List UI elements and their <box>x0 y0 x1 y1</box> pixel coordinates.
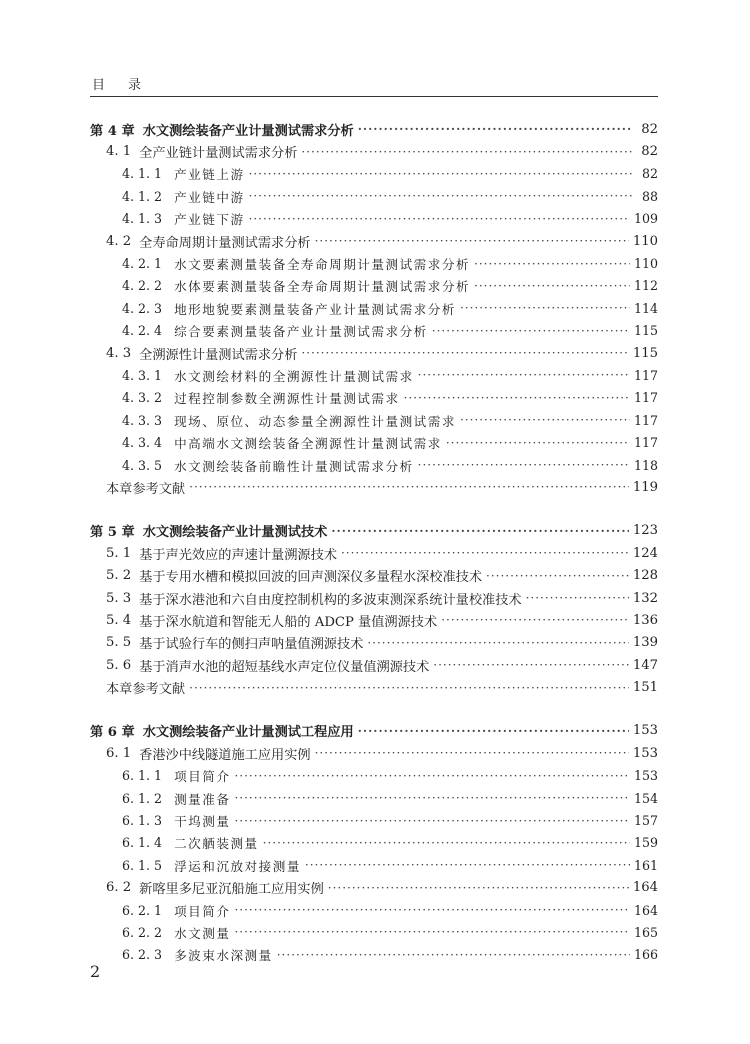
toc-subsection[interactable] <box>90 765 658 787</box>
toc-entry-page: 117 <box>633 390 658 406</box>
toc-section[interactable] <box>90 564 658 586</box>
toc-chapter[interactable] <box>90 520 658 542</box>
dot-leader <box>418 458 630 472</box>
toc-entry-number: 6. 2 <box>106 880 132 896</box>
toc-entry-page: 153 <box>632 723 658 739</box>
toc-subsection[interactable] <box>90 809 658 831</box>
dot-leader <box>486 569 629 583</box>
toc-entry-title: 水体要素测量装备全寿命周期计量测试需求分析 <box>174 279 471 295</box>
toc-entry-title: 中高端水文测绘装备全溯源性计量测试需求 <box>174 436 442 452</box>
toc-entry-title: 水文测绘装备产业计量测试技术 <box>142 525 328 541</box>
toc-section[interactable] <box>90 542 658 564</box>
dot-leader <box>301 145 632 159</box>
dot-leader <box>189 681 629 695</box>
toc-entry-page: 153 <box>632 745 658 761</box>
toc-entry-title: 现场、原位、动态参量全溯源性计量测试需求 <box>174 413 456 429</box>
dot-leader <box>460 301 630 315</box>
toc-entry-number: 4. 3. 5 <box>122 457 163 473</box>
toc-entry-title: 全寿命周期计量测试需求分析 <box>139 235 311 251</box>
toc-entry-page: 117 <box>633 412 658 428</box>
dot-leader <box>328 881 629 895</box>
dot-leader <box>277 948 630 962</box>
toc-entry-title: 过程控制参数全溯源性计量测试需求 <box>174 391 400 407</box>
toc-entry-number: 第 5 章 <box>90 525 135 541</box>
toc-entry-page: 82 <box>641 144 658 160</box>
toc-subsection[interactable] <box>90 252 658 274</box>
toc-entry-number: 5. 4 <box>106 612 132 628</box>
toc-entry-page: 166 <box>633 947 658 963</box>
toc-entry-number: 6. 2. 1 <box>122 902 163 918</box>
toc-entry-page: 110 <box>632 233 658 249</box>
toc-section[interactable] <box>90 342 658 364</box>
toc-section[interactable] <box>90 587 658 609</box>
toc-entry-title: 水文测量 <box>174 925 231 941</box>
toc-entry-number: 6. 1. 3 <box>122 813 163 829</box>
toc-subsection[interactable] <box>90 297 658 319</box>
header-right: 录 <box>128 78 142 93</box>
dot-leader <box>358 724 629 738</box>
toc-entry-page: 124 <box>632 545 658 561</box>
toc-references[interactable] <box>90 476 658 498</box>
toc-entry-page: 132 <box>632 590 658 606</box>
dot-leader <box>474 257 630 271</box>
toc-entry-page: 119 <box>632 479 658 495</box>
dot-leader <box>234 769 630 783</box>
toc-entry-title: 多波束水深测量 <box>174 948 273 964</box>
toc-entry-title: 项目简介 <box>174 903 231 919</box>
toc-entry-number: 4. 3. 1 <box>122 367 163 383</box>
toc-entry-number: 6. 2. 3 <box>122 947 163 963</box>
dot-leader <box>263 836 630 850</box>
toc-entry-number: 4. 2. 2 <box>122 278 163 294</box>
toc-subsection[interactable] <box>90 454 658 476</box>
toc-entry-page: 128 <box>632 568 658 584</box>
dot-leader <box>249 167 632 181</box>
toc-entry-page: 147 <box>632 657 658 673</box>
toc-entry-page: 117 <box>633 435 658 451</box>
toc-section[interactable] <box>90 140 658 162</box>
toc-entry-number: 5. 3 <box>106 590 132 606</box>
toc-section[interactable] <box>90 742 658 764</box>
toc-entry-title: 基于消声水池的超短基线水声定位仪量值溯源技术 <box>139 659 430 675</box>
toc-entry-number: 4. 3. 2 <box>122 390 163 406</box>
toc-entry-number: 4. 1. 2 <box>122 188 163 204</box>
toc-chapter[interactable] <box>90 118 658 140</box>
toc-entry-title: 项目简介 <box>174 769 231 785</box>
dot-leader <box>189 480 629 494</box>
toc-subsection[interactable] <box>90 899 658 921</box>
toc-entry-number: 4. 2. 3 <box>122 300 163 316</box>
toc-section[interactable] <box>90 654 658 676</box>
dot-leader <box>249 189 632 203</box>
dot-leader <box>234 925 630 939</box>
toc-subsection[interactable] <box>90 787 658 809</box>
dot-leader <box>234 903 630 917</box>
toc-entry-number: 6. 2. 2 <box>122 924 163 940</box>
dot-leader <box>526 591 629 605</box>
toc-entry-number: 6. 1. 2 <box>122 790 163 806</box>
toc-entry-page: 109 <box>633 211 658 227</box>
toc-entry-page: 115 <box>633 323 658 339</box>
dot-leader <box>446 436 630 450</box>
toc-subsection[interactable] <box>90 364 658 386</box>
toc-subsection[interactable] <box>90 944 658 966</box>
toc-entry-title: 产业链下游 <box>174 212 245 228</box>
toc-references[interactable] <box>90 676 658 698</box>
toc-entry-title: 产业链上游 <box>174 167 245 183</box>
dot-leader <box>433 658 629 672</box>
toc-subsection[interactable] <box>90 320 658 342</box>
toc-entry-number: 4. 1. 3 <box>122 211 163 227</box>
toc-entry-page: 88 <box>641 188 658 204</box>
toc-entry-title: 二次舾装测量 <box>174 836 259 852</box>
dot-leader <box>331 524 628 538</box>
toc-entry-page: 117 <box>633 367 658 383</box>
toc-subsection[interactable] <box>90 275 658 297</box>
dot-leader <box>305 858 630 872</box>
toc-entry-title: 地形地貌要素测量装备产业计量测试需求分析 <box>174 301 456 317</box>
toc-entry-number: 4. 2 <box>106 233 132 249</box>
toc-chapter[interactable] <box>90 720 658 742</box>
toc-entry-number: 6. 1. 4 <box>122 835 163 851</box>
toc-entry-page: 157 <box>633 813 658 829</box>
toc-entry-number: 5. 1 <box>106 545 132 561</box>
toc-subsection[interactable] <box>90 921 658 943</box>
dot-leader <box>460 413 630 427</box>
toc-entry-number: 5. 6 <box>106 657 132 673</box>
toc-subsection[interactable] <box>90 208 658 230</box>
toc-entry-title: 香港沙中线隧道施工应用实例 <box>139 747 311 763</box>
toc-entry-title: 水文测绘装备产业计量测试需求分析 <box>142 123 354 139</box>
toc-entry-title: 基于声光效应的声速计量溯源技术 <box>139 547 337 563</box>
dot-leader <box>315 746 629 760</box>
toc-entry-number: 5. 2 <box>106 568 132 584</box>
toc-entry-title: 产业链中游 <box>174 189 245 205</box>
chapter-gap <box>90 499 658 520</box>
toc-entry-number: 6. 1. 1 <box>122 768 163 784</box>
toc-entry-number: 4. 1 <box>106 144 132 160</box>
dot-leader <box>432 324 630 338</box>
toc-entry-page: 159 <box>633 835 658 851</box>
toc-entry-page: 161 <box>633 857 658 873</box>
toc-entry-title: 全溯源性计量测试需求分析 <box>139 347 298 363</box>
table-of-contents <box>90 118 658 966</box>
toc-entry-page: 118 <box>633 457 658 473</box>
toc-entry-number: 4. 1. 1 <box>122 166 163 182</box>
dot-leader <box>474 279 630 293</box>
header-rule <box>90 96 658 97</box>
dot-leader <box>341 546 629 560</box>
toc-entry-page: 164 <box>633 902 658 918</box>
toc-entry-page: 139 <box>632 635 658 651</box>
dot-leader <box>358 122 632 136</box>
toc-entry-number: 6. 1. 5 <box>122 857 163 873</box>
toc-section[interactable] <box>90 230 658 252</box>
chapter-gap <box>90 699 658 720</box>
toc-subsection[interactable] <box>90 431 658 453</box>
toc-entry-title: 测量准备 <box>174 791 231 807</box>
toc-entry-number: 第 4 章 <box>90 123 135 139</box>
toc-entry-number: 4. 3 <box>106 345 132 361</box>
toc-section[interactable] <box>90 877 658 899</box>
toc-entry-title: 新喀里多尼亚沉船施工应用实例 <box>139 882 324 898</box>
toc-entry-title: 基于专用水槽和模拟回波的回声测深仪多量程水深校准技术 <box>139 570 483 586</box>
toc-entry-number: 第 6 章 <box>90 725 135 741</box>
toc-entry-title: 水文测绘装备前瞻性计量测试需求分析 <box>174 458 414 474</box>
toc-subsection[interactable] <box>90 185 658 207</box>
toc-entry-number: 4. 3. 3 <box>122 412 163 428</box>
toc-entry-title: 浮运和沉放对接测量 <box>174 858 301 874</box>
toc-entry-page: 112 <box>633 278 658 294</box>
toc-entry-title: 基于深水航道和智能无人船的 ADCP 量值溯源技术 <box>139 614 438 630</box>
toc-entry-page: 153 <box>633 768 658 784</box>
toc-entry-page: 154 <box>633 790 658 806</box>
dot-leader <box>315 234 629 248</box>
header-left: 目 <box>92 78 106 93</box>
toc-entry-title: 水文测绘材料的全溯源性计量测试需求 <box>174 368 414 384</box>
toc-subsection[interactable] <box>90 854 658 876</box>
dot-leader <box>404 391 630 405</box>
toc-entry-page: 82 <box>641 121 658 137</box>
toc-entry-page: 151 <box>632 680 658 696</box>
dot-leader <box>367 636 628 650</box>
dot-leader <box>234 814 630 828</box>
toc-entry-page: 136 <box>632 612 658 628</box>
toc-entry-title: 基于试验行车的侧扫声呐量值溯源技术 <box>139 637 364 653</box>
toc-entry-number: 5. 5 <box>106 635 132 651</box>
toc-section[interactable] <box>90 609 658 631</box>
toc-entry-page: 123 <box>632 523 658 539</box>
toc-entry-title: 本章参考文献 <box>106 481 186 497</box>
toc-entry-title: 水文要素测量装备全寿命周期计量测试需求分析 <box>174 257 471 273</box>
toc-entry-title: 综合要素测量装备产业计量测试需求分析 <box>174 324 428 340</box>
toc-section[interactable] <box>90 632 658 654</box>
toc-entry-page: 82 <box>641 166 658 182</box>
toc-entry-number: 6. 1 <box>106 745 132 761</box>
page-number: 2 <box>90 962 101 981</box>
toc-entry-title: 本章参考文献 <box>106 682 186 698</box>
toc-subsection[interactable] <box>90 409 658 431</box>
toc-entry-title: 水文测绘装备产业计量测试工程应用 <box>142 725 354 741</box>
dot-leader <box>418 368 630 382</box>
toc-entry-number: 4. 3. 4 <box>122 435 163 451</box>
dot-leader <box>441 613 629 627</box>
toc-entry-page: 110 <box>633 256 658 272</box>
toc-subsection[interactable] <box>90 387 658 409</box>
toc-subsection[interactable] <box>90 832 658 854</box>
dot-leader <box>301 346 628 360</box>
toc-entry-page: 115 <box>632 345 658 361</box>
toc-entry-title: 全产业链计量测试需求分析 <box>139 146 298 162</box>
toc-entry-page: 114 <box>633 300 658 316</box>
toc-entry-number: 4. 2. 4 <box>122 323 163 339</box>
toc-subsection[interactable] <box>90 163 658 185</box>
toc-entry-page: 164 <box>632 880 658 896</box>
toc-entry-page: 165 <box>633 924 658 940</box>
toc-entry-title: 基于深水港池和六自由度控制机构的多波束测深系统计量校准技术 <box>139 592 522 608</box>
dot-leader <box>234 791 630 805</box>
toc-entry-title: 干坞测量 <box>174 814 231 830</box>
dot-leader <box>249 212 630 226</box>
toc-entry-number: 4. 2. 1 <box>122 256 163 272</box>
